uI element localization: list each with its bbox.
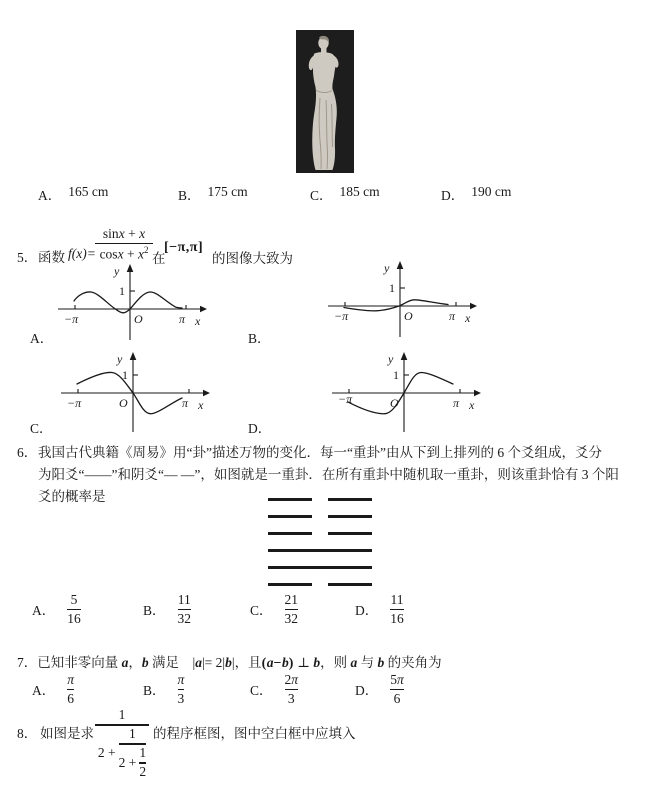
q7-option-a xyxy=(32,672,74,706)
fraction: $\frac{11}{16}$ xyxy=(390,592,404,627)
option-letter: B． xyxy=(143,603,166,619)
option-letter: D． xyxy=(355,603,379,619)
q7-stem: 7．已知非零向量 a，b 满足 |a|= 2|b|，且(a−b) ⊥ b，则 a 与 b 的夹角为 xyxy=(17,655,442,671)
y-axis-arrow xyxy=(397,261,404,269)
option-value: 165 cm xyxy=(68,184,109,199)
origin-label: O xyxy=(404,309,413,323)
y-axis-arrow xyxy=(401,352,408,360)
option-letter: B． xyxy=(178,188,201,203)
y-axis-arrow xyxy=(127,264,134,272)
option-letter: C． xyxy=(250,603,273,619)
q8-number: 8． xyxy=(17,726,38,741)
q5-mid: 在 xyxy=(152,251,166,266)
q7-option-c xyxy=(250,672,298,706)
option-letter: A． xyxy=(32,603,56,619)
pi-tick-label: π xyxy=(182,396,189,410)
x-axis-label: x xyxy=(195,314,201,328)
q4-option-d xyxy=(441,184,511,204)
neg-pi-tick-label: −π xyxy=(334,309,349,323)
fraction: $\frac{5}{16}$ xyxy=(67,592,81,627)
curve-a xyxy=(74,292,182,313)
hexagram-line-yang xyxy=(268,566,372,569)
origin-label: O xyxy=(390,396,399,410)
fraction: $\frac{\pi}{6}$ xyxy=(67,672,75,707)
pi-tick-label: π xyxy=(449,309,456,323)
q5-fx: f(x)= xyxy=(68,246,96,261)
q6-line1: 我国古代典籍《周易》用“卦”描述万物的变化．每一“重卦”由从下到上排列的 6 个爻组成，爻分 xyxy=(38,445,602,460)
hexagram xyxy=(268,498,372,586)
pi-tick-label: π xyxy=(453,396,460,410)
fraction: $\frac{5\pi}{6}$ xyxy=(390,672,404,707)
graph-option-c xyxy=(53,350,213,435)
hexagram-line-yin xyxy=(268,515,372,518)
q4-option-a xyxy=(38,184,108,204)
fraction: $\frac{\pi}{3}$ xyxy=(177,672,185,707)
option-letter: B． xyxy=(143,683,166,699)
y-axis-label: y xyxy=(117,352,123,366)
q8-tail: 的程序框图，图中空白框中应填入 xyxy=(153,726,356,741)
q8-lead: 如图是求 xyxy=(40,726,94,741)
graph-option-b xyxy=(320,259,480,339)
q6-option-b xyxy=(143,592,191,626)
y-tick-label: 1 xyxy=(122,368,128,382)
q8-continued-fraction: 1 2 + 1 2 + 1 2 xyxy=(95,708,149,780)
hexagram-line-yin xyxy=(268,583,372,586)
curve-b xyxy=(344,300,448,311)
x-axis-arrow xyxy=(203,390,210,396)
x-axis-label: x xyxy=(198,398,204,412)
q7-number: 7． xyxy=(17,655,38,670)
option-letter: C． xyxy=(250,683,273,699)
x-axis-label: x xyxy=(469,398,475,412)
option-value: 190 cm xyxy=(471,184,512,199)
q7-option-d xyxy=(355,672,404,706)
fraction: $\frac{2\pi}{3}$ xyxy=(284,672,299,707)
q6-number: 6． xyxy=(17,445,38,460)
fraction-bar xyxy=(95,724,149,725)
venus-de-milo-statue-image xyxy=(296,30,354,173)
y-tick-label: 1 xyxy=(393,368,399,382)
fraction: $\frac{11}{32}$ xyxy=(177,592,192,627)
q5-tail: 的图像大致为 xyxy=(212,251,293,266)
neg-pi-tick-label: −π xyxy=(338,392,353,406)
origin-label: O xyxy=(119,396,128,410)
x-axis-arrow xyxy=(200,306,207,312)
option-value: 175 cm xyxy=(207,184,248,199)
graph-option-a xyxy=(50,262,210,342)
option-letter: D． xyxy=(441,188,465,203)
graph-a-letter: A． xyxy=(30,331,54,346)
q5-fraction-numerator: sinx + x xyxy=(102,226,146,241)
neg-pi-tick-label: −π xyxy=(67,396,82,410)
y-tick-label: 1 xyxy=(119,284,125,298)
option-letter: A． xyxy=(38,188,62,203)
option-value: 185 cm xyxy=(339,184,380,199)
pi-tick-label: π xyxy=(179,312,186,326)
q5-lead: 函数 xyxy=(38,250,65,265)
graph-option-d xyxy=(324,350,484,435)
q6-line2: 为阳爻“——”和阴爻“— —”，如图就是一重卦．在所有重卦中随机取一重卦，则该重卦恰有 3 个阳 xyxy=(38,467,619,482)
q6-option-d xyxy=(355,592,404,626)
y-axis-label: y xyxy=(114,264,120,278)
y-axis-label: y xyxy=(388,352,394,366)
q5-number: 5． xyxy=(17,250,38,265)
graph-b-letter: B． xyxy=(248,331,271,346)
fraction: $\frac{21}{32}$ xyxy=(284,592,299,627)
q6-option-c xyxy=(250,592,298,626)
neg-pi-tick-label: −π xyxy=(64,312,79,326)
graph-d-letter: D． xyxy=(248,421,272,436)
hexagram-line-yang xyxy=(268,549,372,552)
option-letter: A． xyxy=(32,683,56,699)
q5-interval: [−π,π] xyxy=(164,240,204,255)
q4-option-b xyxy=(178,184,248,204)
x-axis-arrow xyxy=(474,390,481,396)
y-tick-label: 1 xyxy=(389,281,395,295)
q5-fraction-denominator: $\cos x + x^2$ xyxy=(99,245,149,262)
q6-line3: 爻的概率是 xyxy=(38,489,106,504)
hexagram-line-yin xyxy=(268,532,372,535)
q4-option-c xyxy=(310,184,380,204)
q6-option-a xyxy=(32,592,81,626)
fraction-bar xyxy=(95,243,153,244)
q7-option-b xyxy=(143,672,184,706)
origin-label: O xyxy=(134,312,143,326)
option-letter: C． xyxy=(310,188,333,203)
graph-c-letter: C． xyxy=(30,421,53,436)
y-axis-label: y xyxy=(384,261,390,275)
hexagram-line-yin xyxy=(268,498,372,501)
x-axis-arrow xyxy=(470,303,477,309)
x-axis-label: x xyxy=(465,311,471,325)
q5-fraction xyxy=(95,226,153,262)
option-letter: D． xyxy=(355,683,379,699)
y-axis-arrow xyxy=(130,352,137,360)
